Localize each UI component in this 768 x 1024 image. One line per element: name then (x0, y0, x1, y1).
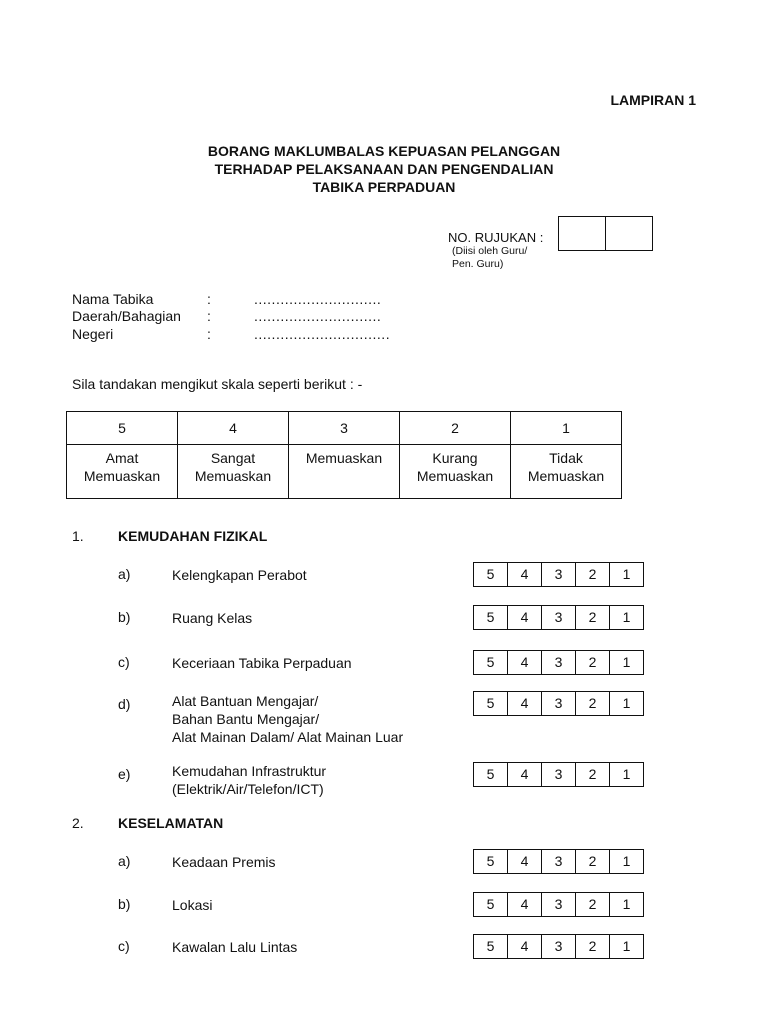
rujukan-note (452, 245, 527, 271)
scale-description: Kurang Memuaskan (400, 445, 511, 499)
info-colon: : (207, 308, 211, 324)
rating-option[interactable]: 2 (575, 935, 609, 958)
rating-option[interactable]: 3 (541, 606, 575, 629)
rating-option[interactable]: 3 (541, 692, 575, 715)
rating-option[interactable]: 5 (486, 695, 495, 711)
item-letter: e) (118, 766, 131, 782)
rating-option[interactable]: 5 (486, 766, 495, 782)
rating-option[interactable]: 5 (486, 896, 495, 912)
rating-option[interactable]: 4 (507, 763, 541, 786)
scale-value: 2 (400, 412, 511, 445)
rating-option[interactable]: 5 (486, 654, 495, 670)
item-label: Keceriaan Tabika Perpaduan (172, 655, 352, 671)
rujukan-label: NO. RUJUKAN : (448, 230, 544, 245)
rating-option[interactable]: 4 (507, 935, 541, 958)
rating-row (473, 605, 644, 630)
rating-row (473, 934, 644, 959)
rating-option[interactable]: 4 (507, 692, 541, 715)
scale-table (66, 411, 622, 499)
rating-option[interactable]: 4 (507, 651, 541, 674)
rujukan-note-line-2: Pen. Guru) (452, 258, 504, 270)
rating-option[interactable]: 3 (541, 935, 575, 958)
rujukan-note-line-1: (Diisi oleh Guru/ (452, 245, 528, 257)
rating-option[interactable]: 4 (507, 606, 541, 629)
rating-option[interactable]: 4 (507, 850, 541, 873)
form-title-line-1: BORANG MAKLUMBALAS KEPUASAN PELANGGAN (207, 143, 561, 159)
scale-description: Sangat Memuaskan (178, 445, 289, 499)
item-letter: c) (118, 938, 130, 954)
rating-row (473, 849, 644, 874)
rating-option[interactable]: 3 (541, 763, 575, 786)
negeri-field[interactable]: ............................... (254, 326, 391, 342)
rating-option[interactable]: 3 (541, 893, 575, 916)
item-label: Alat Bantuan Mengajar/ Bahan Bantu Mengajar/ Alat Mainan Dalam/ Alat Mainan Luar (172, 693, 404, 745)
rujukan-cell-2[interactable] (605, 217, 652, 250)
rating-row (473, 650, 644, 675)
rating-option[interactable]: 1 (609, 606, 643, 629)
section-number: 2. (72, 815, 84, 831)
rating-option[interactable]: 2 (575, 563, 609, 586)
rating-option[interactable]: 1 (609, 651, 643, 674)
item-label: Ruang Kelas (172, 610, 253, 626)
rating-option[interactable]: 4 (507, 893, 541, 916)
scale-value: 3 (289, 412, 400, 445)
rating-option[interactable]: 3 (541, 850, 575, 873)
rating-option[interactable]: 2 (575, 651, 609, 674)
rating-option[interactable]: 5 (486, 853, 495, 869)
info-label-daerah: Daerah/Bahagian (72, 308, 181, 324)
info-colon: : (207, 326, 211, 342)
info-label-nama-tabika: Nama Tabika (72, 291, 154, 307)
nama-tabika-field[interactable]: ............................. (254, 291, 382, 307)
rating-option[interactable]: 2 (575, 893, 609, 916)
item-label: Keadaan Premis (172, 854, 276, 870)
item-letter: b) (118, 896, 131, 912)
section-title-kemudahan-fizikal: KEMUDAHAN FIZIKAL (118, 528, 268, 544)
scale-description: Tidak Memuaskan (511, 445, 622, 499)
item-letter: b) (118, 609, 131, 625)
rujukan-cell-1[interactable] (559, 217, 605, 250)
item-letter: a) (118, 853, 131, 869)
scale-value: 4 (178, 412, 289, 445)
rating-option[interactable]: 1 (609, 563, 643, 586)
item-letter: d) (118, 696, 131, 712)
rating-option[interactable]: 5 (486, 566, 495, 582)
rating-option[interactable]: 2 (575, 692, 609, 715)
rating-option[interactable]: 5 (486, 938, 495, 954)
section-number: 1. (72, 528, 84, 544)
rating-row (473, 691, 644, 716)
info-label-negeri: Negeri (72, 326, 114, 342)
scale-description: Memuaskan (289, 445, 400, 499)
scale-value: 1 (511, 412, 622, 445)
rujukan-input-box[interactable] (558, 216, 653, 251)
rating-option[interactable]: 5 (486, 609, 495, 625)
scale-value: 5 (67, 412, 178, 445)
item-label: Kelengkapan Perabot (172, 567, 307, 583)
rating-option[interactable]: 1 (609, 935, 643, 958)
rating-row (473, 762, 644, 787)
item-label: Kemudahan Infrastruktur (Elektrik/Air/Telefon/ICT) (172, 763, 327, 797)
item-letter: a) (118, 566, 131, 582)
lampiran-label: LAMPIRAN 1 (610, 92, 696, 108)
form-title-line-3: TABIKA PERPADUAN (312, 179, 456, 195)
rating-option[interactable]: 3 (541, 651, 575, 674)
rating-option[interactable]: 2 (575, 850, 609, 873)
rating-option[interactable]: 3 (541, 563, 575, 586)
rating-option[interactable]: 2 (575, 763, 609, 786)
scale-description: Amat Memuaskan (67, 445, 178, 499)
rating-option[interactable]: 1 (609, 850, 643, 873)
rating-option[interactable]: 1 (609, 893, 643, 916)
rating-option[interactable]: 1 (609, 763, 643, 786)
info-colon: : (207, 291, 211, 307)
form-title-line-2: TERHADAP PELAKSANAAN DAN PENGENDALIAN (214, 161, 554, 177)
rating-option[interactable]: 2 (575, 606, 609, 629)
rating-option[interactable]: 4 (507, 563, 541, 586)
item-label: Lokasi (172, 897, 213, 913)
rating-row (473, 892, 644, 917)
section-title-keselamatan: KESELAMATAN (118, 815, 224, 831)
item-letter: c) (118, 654, 130, 670)
instruction-text: Sila tandakan mengikut skala seperti berikut : - (72, 376, 363, 392)
rating-option[interactable]: 1 (609, 692, 643, 715)
daerah-field[interactable]: ............................. (254, 308, 382, 324)
item-label: Kawalan Lalu Lintas (172, 939, 298, 955)
rating-row (473, 562, 644, 587)
